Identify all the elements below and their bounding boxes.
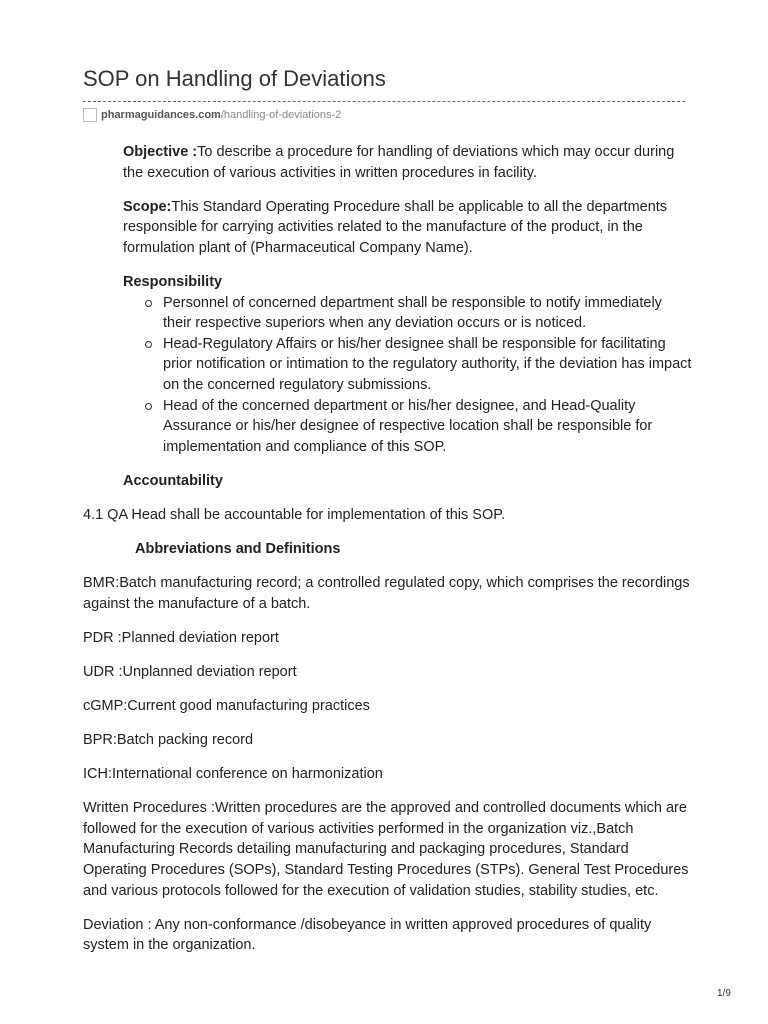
abbreviation-item: ICH:International conference on harmonization <box>83 766 383 783</box>
scope-paragraph <box>83 197 693 259</box>
responsibility-list <box>83 293 693 458</box>
list-item: Personnel of concerned department shall be responsible to notify immediately their respective superiors when any deviation occurs or is noticed. <box>163 293 693 334</box>
title-divider <box>83 101 685 102</box>
source-path[interactable]: /handling-of-deviations-2 <box>220 109 342 121</box>
accountability-heading: Accountability <box>123 472 223 489</box>
list-item: Head of the concerned department or his/her designee, and Head-Quality Assurance or his/her designee of respective location shall be responsible for implementation and compliance of this SOP. <box>163 396 693 458</box>
abbreviation-item: Deviation : Any non-conformance /disobeyance in written approved procedures of quality system in the organization. <box>83 916 652 954</box>
circle-bullet-icon <box>145 341 152 348</box>
abbreviations-heading: Abbreviations and Definitions <box>135 541 341 557</box>
list-item: Head-Regulatory Affairs or his/her designee shall be responsible for facilitating prior notification or intimation to the regulatory authority, if the deviation has impact on the concerned regulatory submissions. <box>163 334 693 396</box>
abbreviation-item: BMR:Batch manufacturing record; a controlled regulated copy, which comprises the recordings against the manufacture of a batch. <box>83 575 690 612</box>
objective-paragraph <box>83 142 693 183</box>
page-number: 1/9 <box>717 988 731 999</box>
circle-bullet-icon <box>145 403 152 410</box>
document-body <box>83 142 693 969</box>
page-title: SOP on Handling of Deviations <box>83 66 386 91</box>
source-url[interactable] <box>83 107 341 123</box>
circle-bullet-icon <box>145 300 152 307</box>
objective-label: Objective : <box>123 144 198 160</box>
abbreviation-item: Written Procedures :Written procedures are the approved and controlled documents which are followed for the execution of various activities performed in the organization viz.,Batch Manufacturing Records detailing manufacturing and packaging procedures, Standard Operating Procedures (SOPs), Standard Testing Procedures (STPs). General Test Procedures and various protocols followed for the execution of validation studies, stability studies, etc. <box>83 800 689 899</box>
responsibility-heading: Responsibility <box>123 273 223 290</box>
accountability-text: 4.1 QA Head shall be accountable for implementation of this SOP. <box>83 506 506 523</box>
source-domain[interactable]: pharmaguidances.com <box>101 109 221 121</box>
abbreviation-item: UDR :Unplanned deviation report <box>83 663 297 680</box>
favicon-icon <box>83 108 97 122</box>
abbreviation-item: PDR :Planned deviation report <box>83 629 279 646</box>
abbreviation-item: BPR:Batch packing record <box>83 732 254 749</box>
abbreviation-item: cGMP:Current good manufacturing practices <box>83 697 370 714</box>
objective-text: To describe a procedure for handling of deviations which may occur during the execution of various activities in written procedures in facility. <box>123 144 675 181</box>
scope-text: This Standard Operating Procedure shall be applicable to all the departments responsible for carrying activities related to the manufacture of the product, in the formulation plant of (Pharmaceutical Company Name). <box>123 198 668 256</box>
scope-label: Scope: <box>123 198 172 215</box>
